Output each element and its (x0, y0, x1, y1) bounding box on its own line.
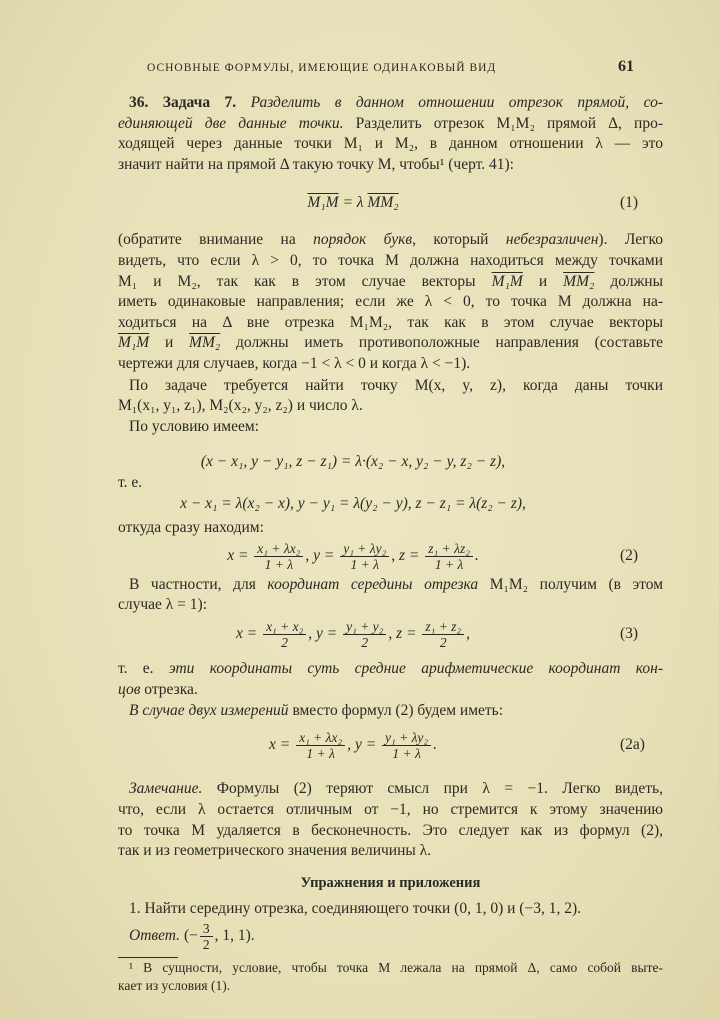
text: Упражнения и приложения (300, 875, 481, 891)
paragraph-line (118, 291, 663, 312)
text: = λ (338, 194, 368, 211)
paragraph-line (118, 395, 663, 416)
paragraph-line (129, 700, 663, 721)
paragraph-line (118, 113, 663, 134)
equation-number: (1) (620, 194, 639, 211)
paragraph-line (118, 517, 663, 538)
text: В частности, для (129, 576, 268, 593)
paragraph-line (118, 250, 663, 271)
fraction (296, 730, 345, 761)
paragraph-line (118, 332, 663, 353)
paragraph-line (118, 840, 663, 861)
text: M₁M₂ получим (в этом (478, 576, 663, 593)
paragraph-line (129, 778, 663, 799)
text: M₁(x₁, y₁, z₁), M₂(x₂, y₂, z₂) и число λ. (118, 397, 363, 414)
fraction (382, 730, 431, 761)
text: иметь одинаковые направления; если же λ < 0, то точка M должна на- (118, 293, 663, 310)
italic-text: Ответ. (129, 927, 181, 944)
text: значит найти на прямой Δ такую точку M, чтобы¹ (черт. 41): (118, 156, 514, 173)
vector-notation: M₁M (491, 273, 523, 290)
numerator: x₁ + λx₂ (296, 730, 345, 746)
denominator: 1 + λ (350, 556, 379, 572)
paragraph-line (129, 92, 663, 113)
fraction (263, 619, 306, 650)
text: M₁ и M₂, так как в этом случае векторы (118, 273, 492, 290)
denominator: 2 (281, 634, 289, 650)
fraction (425, 541, 473, 572)
text: т. е. (118, 660, 169, 677)
equation-number: (3) (620, 625, 639, 642)
text: x = (227, 547, 253, 564)
formula (118, 617, 588, 651)
formula (118, 451, 588, 472)
text: , z = (388, 625, 421, 642)
paragraph-line (129, 375, 663, 396)
paragraph-line (118, 658, 663, 679)
numerator: z₁ + λz₂ (425, 541, 473, 557)
text: , y = (305, 547, 339, 564)
text: По задаче требуется найти точку M(x, y, z), когда даны точки (129, 377, 663, 394)
italic-text: В случае двух измерений (129, 702, 289, 719)
text: , y = (308, 625, 342, 642)
paragraph-line (118, 154, 663, 175)
numerator: x₁ + λx₂ (254, 541, 303, 557)
denominator: 2 (361, 634, 369, 650)
denominator: 1 + λ (392, 745, 421, 761)
text: . (433, 736, 437, 753)
text: x − x₁ = λ(x₂ − x), y − y₁ = λ(y₂ − y), z − z₁ = λ(z₂ − z), (180, 495, 526, 512)
paragraph-line (118, 679, 663, 700)
text: По условию имеем: (129, 418, 259, 435)
text: чертежи для случаев, когда −1 < λ < 0 и когда λ < −1). (118, 355, 471, 372)
paragraph-line (118, 820, 663, 841)
italic-text: небезразличен (505, 231, 599, 248)
text: случае λ = 1): (118, 596, 208, 613)
running-header: ОСНОВНЫЕ ФОРМУЛЫ, ИМЕЮЩИЕ ОДИНАКОВЫЙ ВИД (147, 62, 497, 74)
paragraph-line (118, 594, 663, 615)
page-number: 61 (618, 58, 634, 75)
text: и (149, 334, 190, 351)
italic-text: Замечание. (129, 780, 203, 797)
fraction (422, 619, 464, 650)
formula (118, 192, 588, 213)
text: ходящей через данные точки M₁ и M₂, в данном отношении λ — это (118, 135, 663, 152)
paragraph-line (118, 133, 663, 154)
equation-number: (2а) (620, 736, 645, 753)
text: , который (412, 231, 506, 248)
formula (118, 728, 588, 762)
vector-notation: M₁M (307, 194, 339, 211)
numerator: y₁ + y₂ (343, 619, 386, 635)
text: видеть, что если λ > 0, то точка M должна находиться между точками (118, 252, 663, 269)
text: . (474, 547, 479, 564)
text: (обратите внимание на (118, 231, 314, 248)
italic-text: координат середины отрезка (267, 576, 479, 593)
formula (118, 493, 588, 514)
equation-number: (2) (620, 547, 639, 564)
fraction (343, 619, 386, 650)
italic-text: единяющей две данные точки. (118, 115, 344, 132)
text: , (466, 625, 471, 642)
paragraph-line (118, 271, 663, 292)
italic-text: порядок букв (313, 231, 413, 248)
text: (− (180, 927, 198, 944)
text: то точка M удаляется в бесконечность. Это следует как из формул (2), (118, 822, 663, 839)
text: откуда сразу находим: (118, 519, 264, 536)
bold-text: 36. Задача 7. (129, 94, 251, 111)
text: , y = (347, 736, 381, 753)
paragraph-line (118, 353, 663, 374)
denominator: 1 + λ (306, 745, 335, 761)
text: отрезка. (140, 681, 198, 698)
formula (118, 539, 588, 573)
denominator: 2 (202, 936, 210, 952)
footnote-line (118, 975, 663, 996)
text: т. е. (118, 474, 143, 491)
text: ¹ В сущности, условие, чтобы точка M лежала на прямой Δ, само собой выте- (129, 960, 663, 975)
text: вместо формул (2) будем иметь: (288, 702, 504, 719)
text: Формулы (2) теряют смысл при λ = −1. Легко видеть, (202, 780, 663, 797)
text: ). Легко (598, 231, 663, 248)
paragraph-line (118, 799, 663, 820)
paragraph-line (118, 229, 663, 250)
denominator: 2 (439, 634, 447, 650)
text: (x − x₁, y − y₁, z − z₁) = λ·(x₂ − x, y₂ − y, z₂ − z), (200, 453, 506, 470)
fraction (200, 921, 213, 952)
numerator: y₁ + λy₂ (382, 730, 431, 746)
text: кает из условия (1). (118, 978, 231, 993)
section-heading (118, 873, 663, 894)
italic-text: эти координаты суть средние арифметические координат кон- (168, 660, 663, 677)
vector-notation: M₁M (118, 334, 150, 351)
denominator: 1 + λ (434, 556, 464, 572)
fraction (254, 541, 303, 572)
denominator: 1 + λ (264, 556, 294, 572)
vector-notation: MM₂ (563, 273, 595, 290)
text: что, если λ остается отличным от −1, но стремится к этому значению (118, 801, 663, 818)
vector-notation: MM₂ (367, 194, 399, 211)
answer-line (129, 919, 663, 953)
text: и (522, 273, 564, 290)
text: 1. Найти середину отрезка, соединяющего точки (0, 1, 0) и (−3, 1, 2). (129, 900, 581, 917)
text: должны иметь противоположные направления (составьте (220, 334, 663, 351)
italic-text: цов (118, 681, 141, 698)
text: так и из геометрического значения величины λ. (118, 842, 432, 859)
text: Разделить отрезок M₁M₂ прямой Δ, про- (343, 115, 663, 132)
text: x = (235, 625, 262, 642)
paragraph-line (129, 574, 663, 595)
numerator: 3 (200, 921, 213, 937)
numerator: x₁ + x₂ (263, 619, 306, 635)
text: , z = (391, 547, 424, 564)
text: , 1, 1). (214, 927, 255, 944)
paragraph-line (129, 416, 663, 437)
paragraph-line (118, 312, 663, 333)
text: ходиться на Δ вне отрезка M₁M₂, так как в этом случае векторы (118, 314, 663, 331)
text: x = (269, 736, 295, 753)
numerator: y₁ + λy₂ (340, 541, 389, 557)
fraction (340, 541, 389, 572)
numerator: z₁ + z₂ (422, 619, 464, 635)
exercise-line (129, 898, 663, 919)
text: должны (594, 273, 663, 290)
vector-notation: MM₂ (189, 334, 221, 351)
italic-text: Разделить в данном отношении отрезок прямой, со- (250, 94, 663, 111)
paragraph-line (118, 472, 663, 493)
